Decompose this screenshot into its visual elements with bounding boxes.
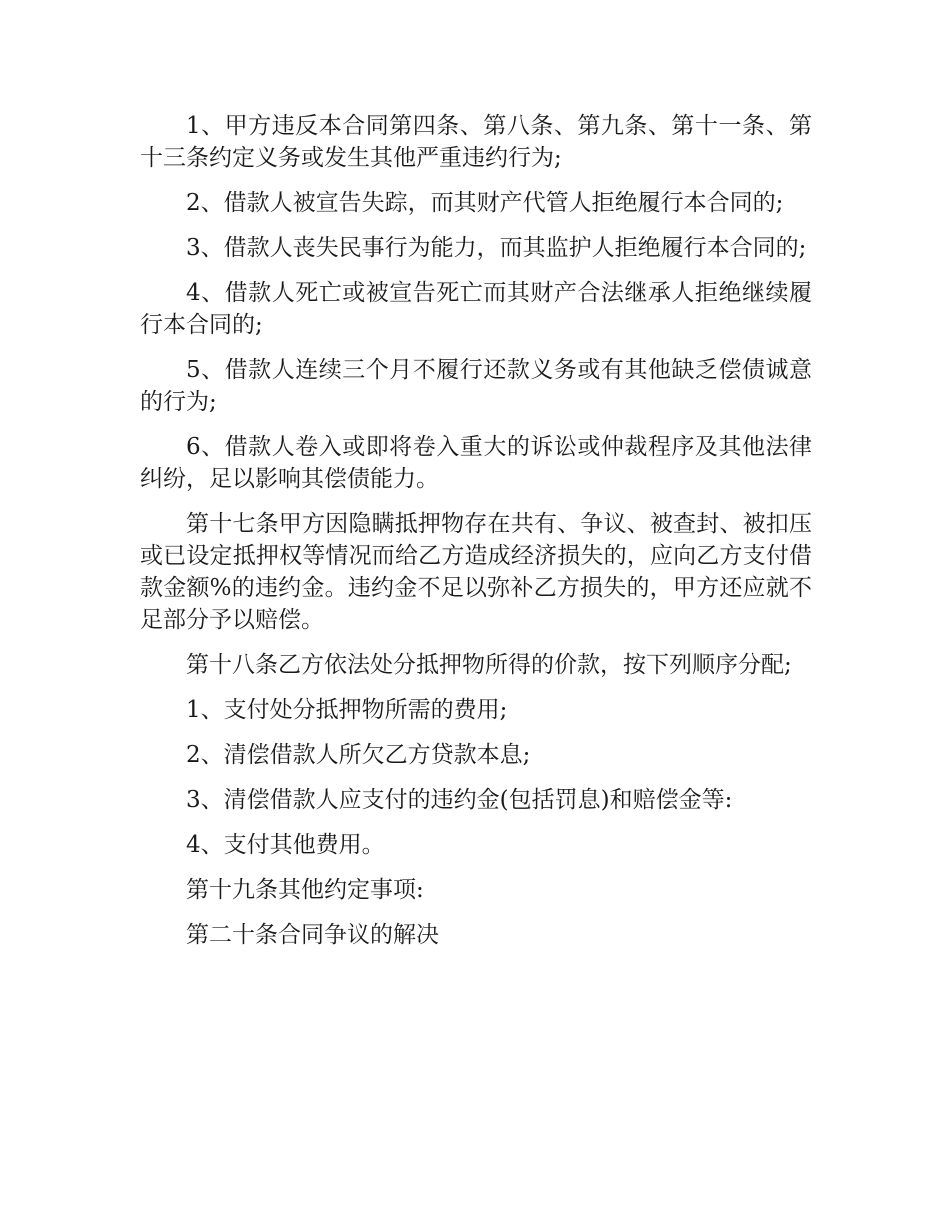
- clause-item-4: 4、借款人死亡或被宣告死亡而其财产合法继承人拒绝继续履行本合同的;: [140, 280, 812, 338]
- clause-item-3: 3、借款人丧失民事行为能力，而其监护人拒绝履行本合同的;: [186, 235, 807, 261]
- distribution-item-4: 4、支付其他费用。: [186, 832, 385, 858]
- clause-item-5: 5、借款人连续三个月不履行还款义务或有其他缺乏偿债诚意的行为;: [140, 357, 812, 415]
- distribution-item-1: 1、支付处分抵押物所需的费用;: [186, 697, 508, 723]
- article-19: 第十九条其他约定事项:: [186, 877, 424, 903]
- clause-item-6: 6、借款人卷入或即将卷入重大的诉讼或仲裁程序及其他法律纠纷，足以影响其偿债能力。: [140, 434, 812, 492]
- document-page: [140, 110, 812, 964]
- clause-item-1: 1、甲方违反本合同第四条、第八条、第九条、第十一条、第十三条约定义务或发生其他严重违约行为;: [140, 113, 812, 171]
- article-17: 第十七条甲方因隐瞒抵押物存在共有、争议、被查封、被扣压或已设定抵押权等情况而给乙方造成经济损失的，应向乙方支付借款金额%的违约金。违约金不足以弥补乙方损失的，甲方还应就不足部分予以赔偿。: [140, 511, 812, 633]
- article-20: 第二十条合同争议的解决: [186, 922, 439, 948]
- distribution-item-2: 2、清偿借款人所欠乙方贷款本息;: [186, 742, 531, 768]
- article-18: 第十八条乙方依法处分抵押物所得的价款，按下列顺序分配;: [186, 652, 792, 678]
- clause-item-2: 2、借款人被宣告失踪，而其财产代管人拒绝履行本合同的;: [186, 190, 784, 216]
- distribution-item-3: 3、清偿借款人应支付的违约金(包括罚息)和赔偿金等:: [186, 787, 733, 813]
